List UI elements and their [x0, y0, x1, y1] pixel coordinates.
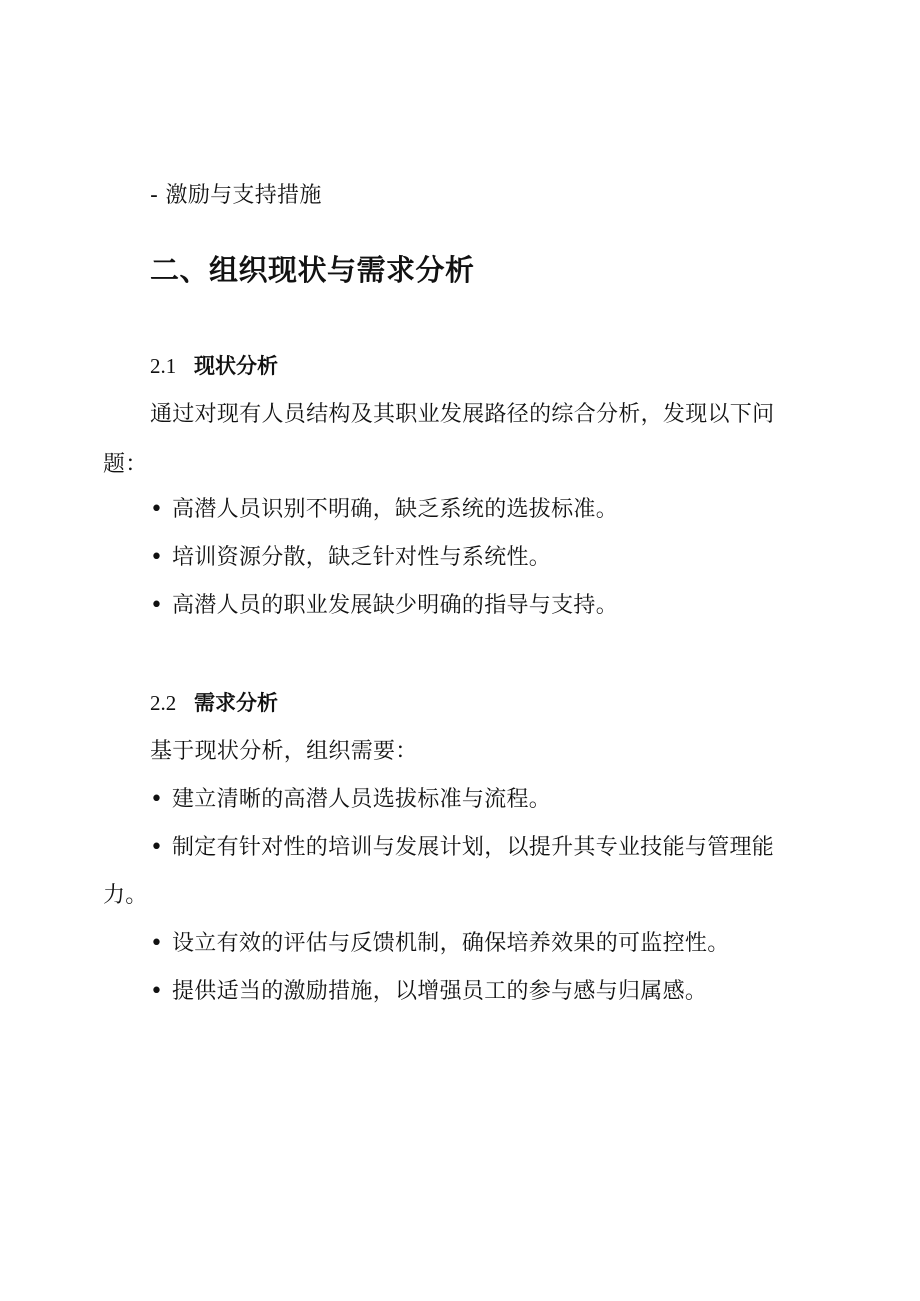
- list-item: [150, 495, 618, 525]
- subsection-number: 2.1: [150, 354, 177, 378]
- section-title: 二、组织现状与需求分析: [150, 253, 475, 287]
- subsection-heading-2-1: [150, 351, 278, 381]
- bullet-icon: •: [150, 787, 164, 812]
- list-item-text: 高潜人员识别不明确，缺乏系统的选拔标准。: [172, 497, 619, 522]
- list-item-text: 建立清晰的高潜人员选拔标准与流程。: [172, 787, 552, 812]
- list-item: [150, 833, 774, 863]
- list-item-text: 制定有针对性的培训与发展计划，以提升其专业技能与管理能: [172, 835, 775, 860]
- paragraph-line: 通过对现有人员结构及其职业发展路径的综合分析，发现以下问: [150, 402, 775, 427]
- list-item-text: 提供适当的激励措施，以增强员工的参与感与归属感。: [172, 979, 708, 1004]
- bullet-icon: •: [150, 835, 164, 860]
- bullet-icon: •: [150, 593, 164, 618]
- list-item-continuation: 力。: [103, 883, 148, 908]
- list-item: [150, 543, 551, 573]
- subsection-title: 需求分析: [194, 691, 278, 715]
- bullet-icon: •: [150, 497, 164, 522]
- list-item: [150, 591, 618, 621]
- list-item-text: 设立有效的评估与反馈机制，确保培养效果的可监控性。: [172, 931, 730, 956]
- subsection-title: 现状分析: [194, 354, 278, 378]
- bullet-icon: •: [150, 979, 164, 1004]
- toc-item: - 激励与支持措施: [150, 183, 322, 208]
- list-item: [150, 977, 707, 1007]
- list-item: [150, 929, 730, 959]
- paragraph-line: 题：: [103, 452, 148, 477]
- subsection-heading-2-2: [150, 688, 278, 718]
- paragraph-line: 基于现状分析，组织需要：: [150, 739, 418, 764]
- list-item: [150, 785, 551, 815]
- list-item-text: 高潜人员的职业发展缺少明确的指导与支持。: [172, 593, 619, 618]
- bullet-icon: •: [150, 545, 164, 570]
- list-item-text: 培训资源分散，缺乏针对性与系统性。: [172, 545, 552, 570]
- bullet-icon: •: [150, 931, 164, 956]
- subsection-number: 2.2: [150, 691, 177, 715]
